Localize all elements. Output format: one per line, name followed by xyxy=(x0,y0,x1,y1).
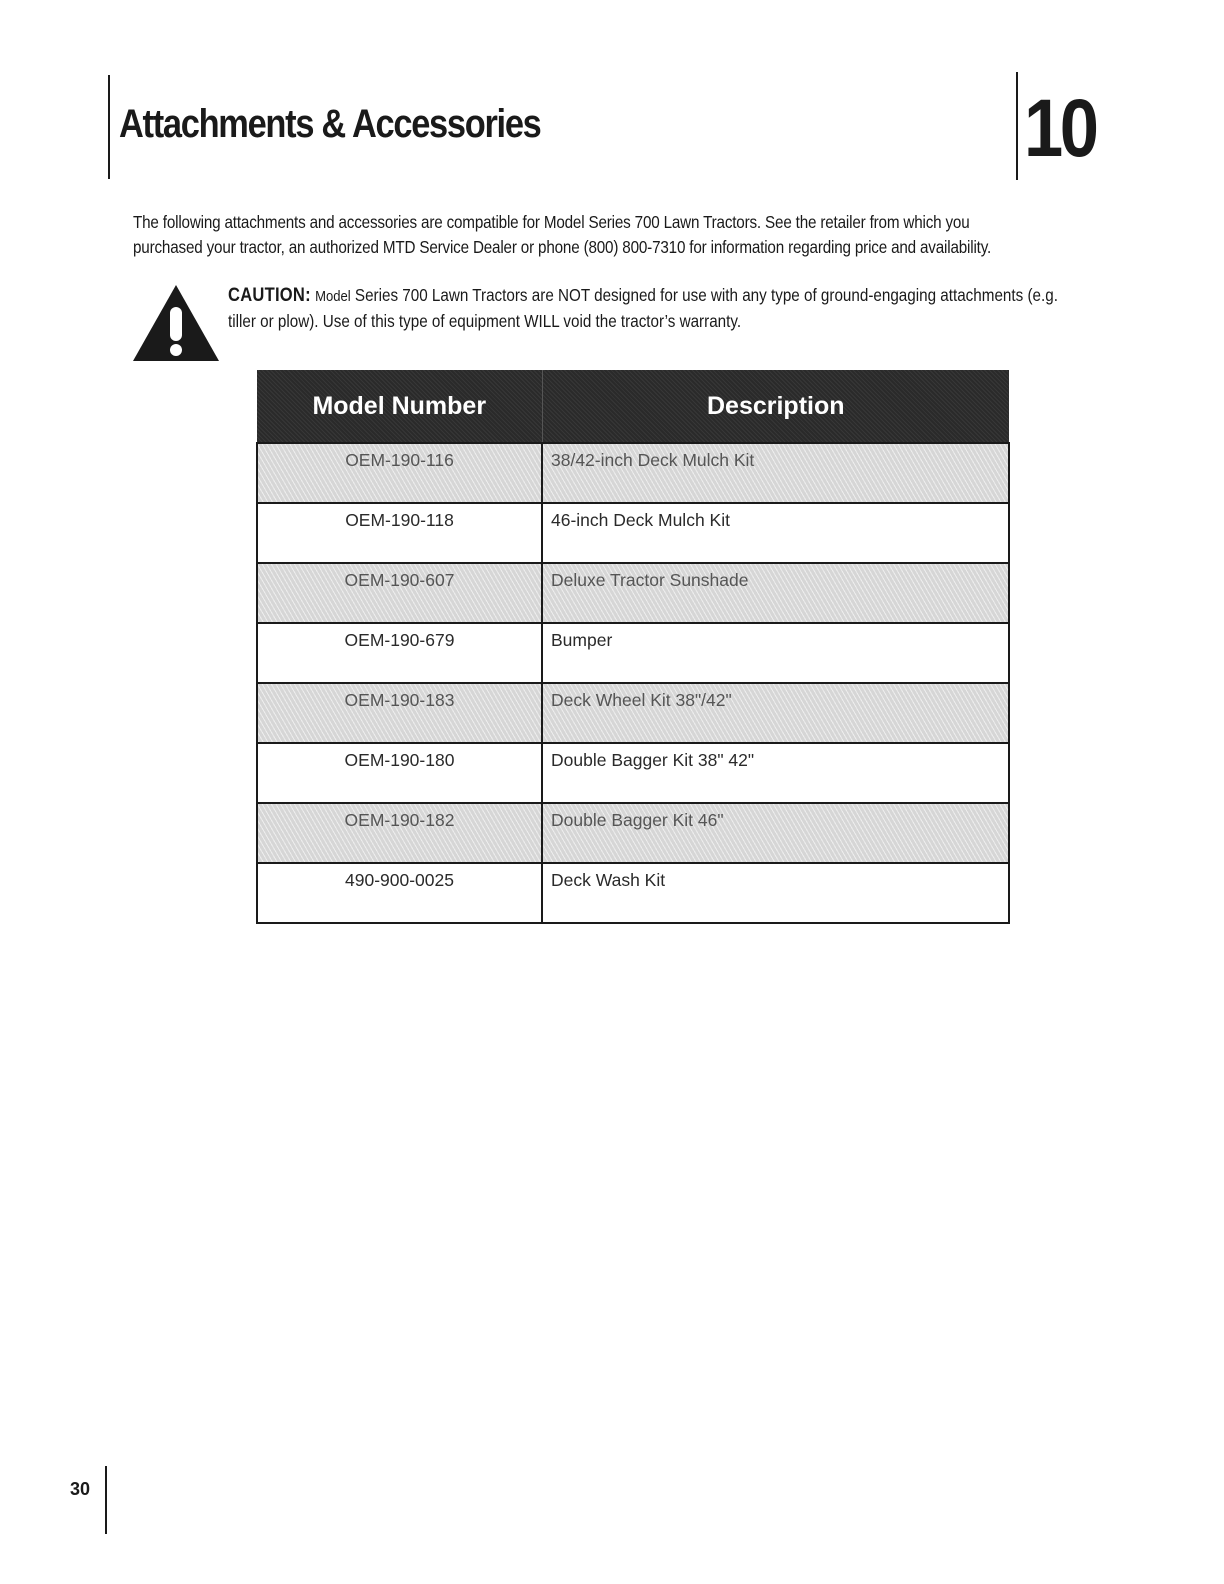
model-number-cell: OEM-190-118 xyxy=(257,503,542,563)
chapter-number: 10 xyxy=(1024,83,1096,174)
caution-note xyxy=(228,283,1128,334)
page-title: Attachments & Accessories xyxy=(119,102,541,146)
model-number-cell: OEM-190-180 xyxy=(257,743,542,803)
model-number-cell: 490-900-0025 xyxy=(257,863,542,923)
description-cell: 46-inch Deck Mulch Kit xyxy=(542,503,1009,563)
description-cell: Double Bagger Kit 46" xyxy=(542,803,1009,863)
description-cell: Deck Wash Kit xyxy=(542,863,1009,923)
table-row xyxy=(257,683,1009,743)
table-row xyxy=(257,863,1009,923)
warning-triangle-icon xyxy=(131,283,221,363)
page-number-divider xyxy=(105,1466,107,1534)
description-cell: Bumper xyxy=(542,623,1009,683)
caution-line-1-text: Series 700 Lawn Tractors are NOT designed for use with any type of ground-engaging attachments (e.g. xyxy=(350,285,1058,305)
model-number-cell: OEM-190-607 xyxy=(257,563,542,623)
table-row xyxy=(257,803,1009,863)
header-model-number: Model Number xyxy=(257,370,542,443)
table-row xyxy=(257,443,1009,503)
model-number-cell: OEM-190-679 xyxy=(257,623,542,683)
description-cell: 38/42-inch Deck Mulch Kit xyxy=(542,443,1009,503)
table-row xyxy=(257,563,1009,623)
accessories-table-wrapper xyxy=(256,370,1008,924)
page-number: 30 xyxy=(70,1479,91,1499)
description-cell: Double Bagger Kit 38" 42" xyxy=(542,743,1009,803)
chapter-divider xyxy=(1016,72,1018,180)
description-cell: Deluxe Tractor Sunshade xyxy=(542,563,1009,623)
header-description: Description xyxy=(542,370,1009,443)
title-divider xyxy=(108,75,110,179)
caution-model-word: Model xyxy=(315,288,351,305)
caution-line-2: tiller or plow). Use of this type of equipment WILL void the tractor’s warranty. xyxy=(228,311,742,331)
intro-paragraph xyxy=(133,210,1093,260)
intro-line-2: purchased your tractor, an authorized MTD Service Dealer or phone (800) 800-7310 for information regarding price and availability. xyxy=(133,237,992,257)
table-row xyxy=(257,503,1009,563)
table-row xyxy=(257,743,1009,803)
intro-line-1: The following attachments and accessories are compatible for Model Series 700 Lawn Tractors. See the retailer from which you xyxy=(133,212,970,232)
caution-line-1 xyxy=(228,283,1058,309)
model-number-cell: OEM-190-182 xyxy=(257,803,542,863)
caution-label: CAUTION: xyxy=(228,285,311,306)
table-header-row xyxy=(257,370,1009,443)
description-cell: Deck Wheel Kit 38"/42" xyxy=(542,683,1009,743)
model-number-cell: OEM-190-183 xyxy=(257,683,542,743)
model-number-cell: OEM-190-116 xyxy=(257,443,542,503)
accessories-table xyxy=(256,370,1010,924)
table-row xyxy=(257,623,1009,683)
